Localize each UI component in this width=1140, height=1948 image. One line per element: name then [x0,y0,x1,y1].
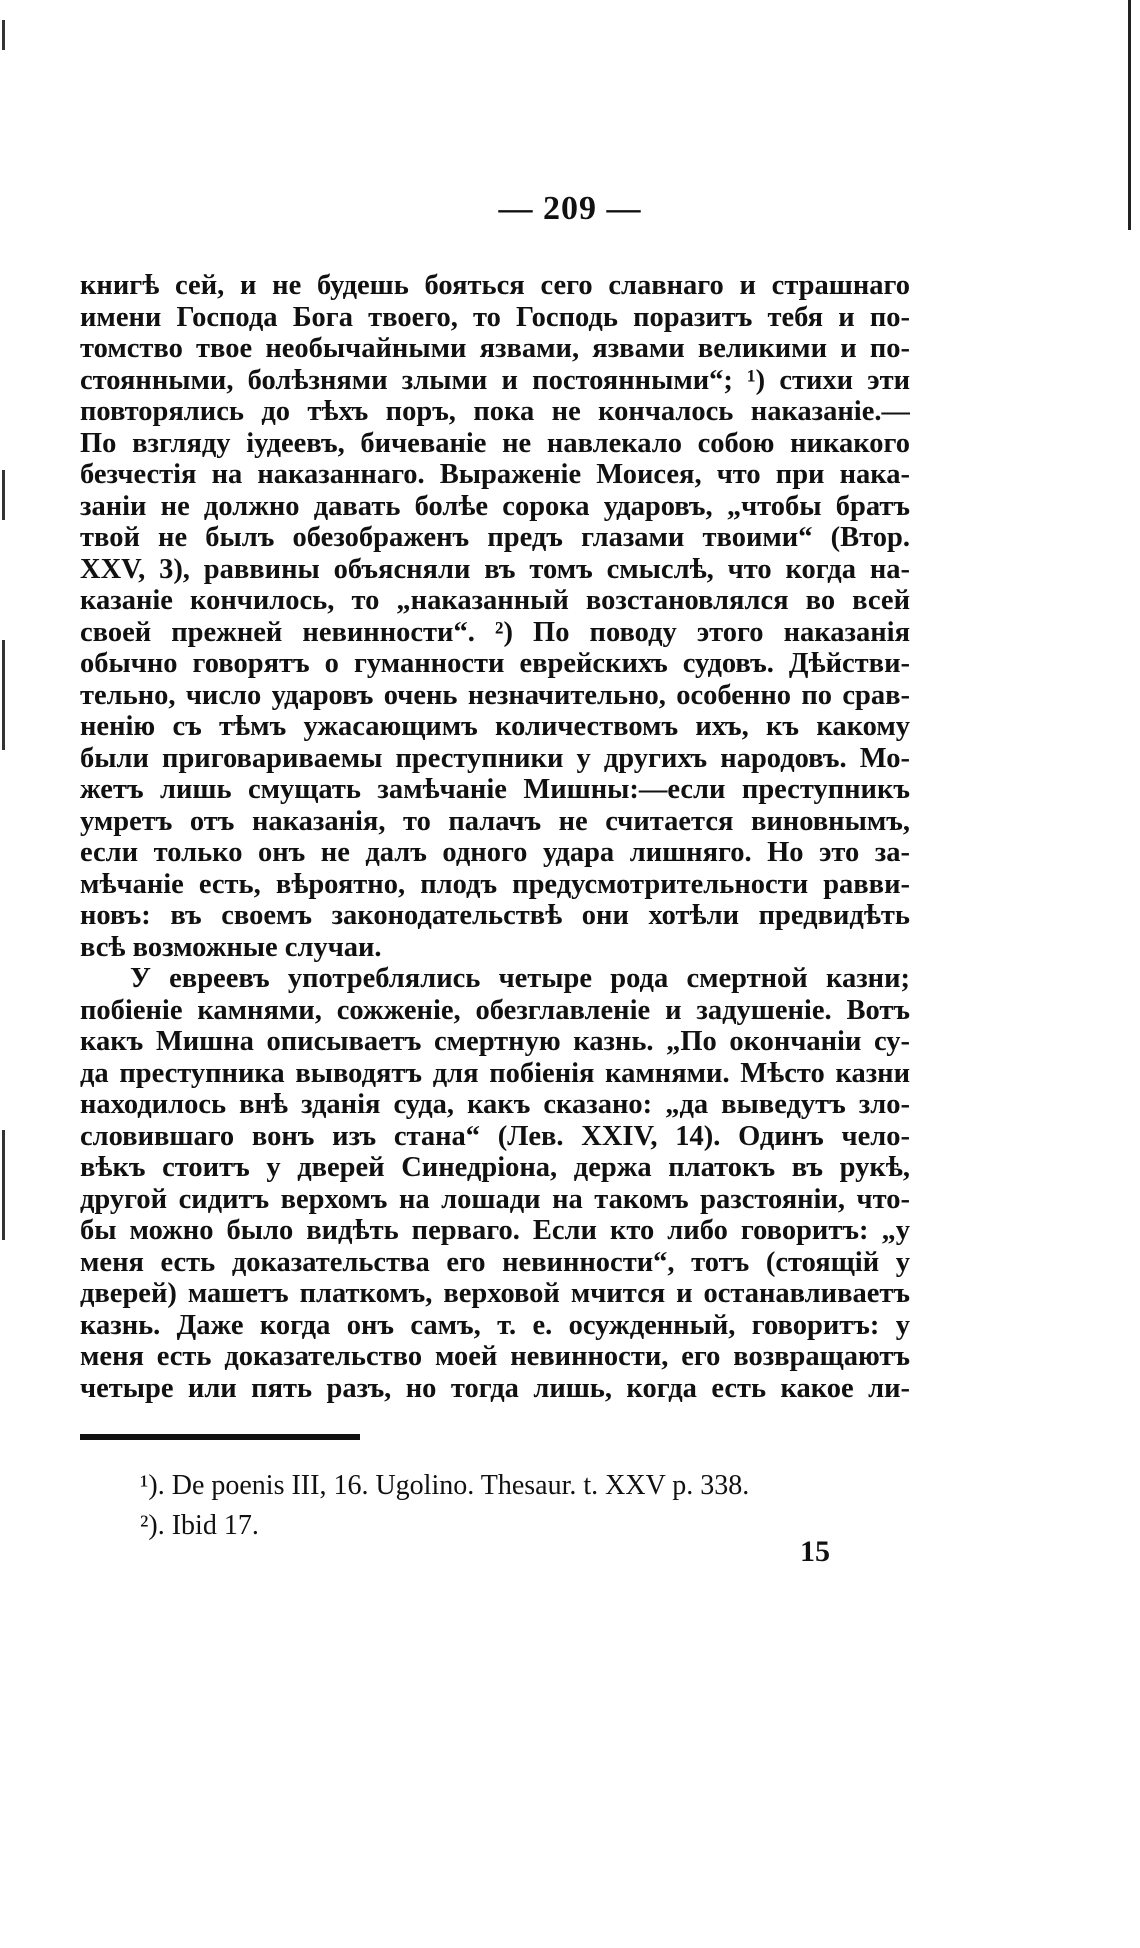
printer-signature-mark: 15 [800,1535,830,1568]
text-line: обычно говорятъ о гуманности еврейскихъ судовъ. Дѣйстви- [80,648,910,679]
text-line: XXV, 3), раввины объясняли въ томъ смыслѣ, что когда на- [80,553,910,585]
text-line: По взгляду іудеевъ, бичеваніе не навлекало собою никакого [80,427,910,459]
page-edge-mark [2,20,5,50]
text-line: твой не былъ обезображенъ предъ глазами твоими“ (Втор. [80,522,910,553]
text-line: У евреевъ употреблялись четыре рода смертной казни; [130,963,910,994]
text-line: всѣ возможные случаи. [80,931,382,963]
footnote: ²). Ibid 17. [140,1510,259,1541]
text-line: новъ: въ своемъ законодательствѣ они хотѣли предвидѣть [80,900,910,931]
text-line: книгѣ сей, и не будешь бояться сего славнаго и страшнаго [80,270,910,301]
text-line: томство твое необычайными язвами, язвами великими и по- [80,333,910,364]
body-text [80,270,910,1404]
text-line: своей прежней невинности“. ²) По поводу этого наказанія [80,616,910,648]
text-line: четыре или пять разъ, но тогда лишь, когда есть какое ли- [80,1372,910,1404]
text-line: заніи не должно давать болѣе сорока ударовъ, „чтобы братъ [80,490,910,522]
page-number: — 209 — [498,190,642,227]
page-edge-mark [2,1130,5,1240]
text-line: находилось внѣ зданія суда, какъ сказано: „да выведутъ зло- [80,1089,910,1120]
text-line: стоянными, болѣзнями злыми и постоянными“; ¹) стихи эти [80,364,910,396]
text-line: безчестія на наказаннаго. Выраженіе Моисея, что при нака- [80,459,910,490]
text-line: словившаго вонъ изъ стана“ (Лев. XXIV, 14). Одинъ чело- [80,1120,910,1152]
text-line: были приговариваемы преступники у другихъ народовъ. Мо- [80,742,910,774]
text-line: имени Господа Бога твоего, то Господь поразитъ тебя и по- [80,301,910,333]
text-line: мѣчаніе есть, вѣроятно, плодъ предусмотрительности равви- [80,868,910,900]
text-line: побіеніе камнями, сожженіе, обезглавленіе и задушеніе. Вотъ [80,994,910,1026]
text-line: казаніе кончилось, то „наказанный возстановлялся во всей [80,585,910,616]
text-line: какъ Мишна описываетъ смертную казнь. „По окончаніи су- [80,1026,910,1057]
text-line: тельно, число ударовъ очень незначительно, особенно по срав- [80,679,910,711]
text-line: вѣкъ стоитъ у дверей Синедріона, держа платокъ въ рукѣ, [80,1152,910,1183]
text-line: казнь. Даже когда онъ самъ, т. е. осужденный, говоритъ: у [80,1309,910,1341]
text-line: меня есть доказательство моей невинности, его возвращаютъ [80,1341,910,1372]
footnote: ¹). De poenis III, 16. Ugolino. Thesaur. t. XXV p. 338. [140,1470,750,1501]
footnotes [140,1466,900,1546]
footnote-divider [80,1434,360,1440]
text-line: дверей) машетъ платкомъ, верховой мчится и останавливаетъ [80,1278,910,1309]
page-edge-mark [2,470,5,520]
text-line: бы можно было видѣть перваго. Если кто либо говоритъ: „у [80,1215,910,1246]
text-line: если только онъ не далъ одного удара лишняго. Но это за- [80,837,910,868]
text-line: жетъ лишь смущать замѣчаніе Мишны:—если преступникъ [80,774,910,805]
text-line: повторялись до тѣхъ поръ, пока не кончалось наказаніе.— [80,396,910,427]
text-line: ненію съ тѣмъ ужасающимъ количествомъ ихъ, къ какому [80,711,910,742]
text-line: да преступника выводятъ для побіенія камнями. Мѣсто казни [80,1057,910,1089]
text-line: меня есть доказательства его невинности“, тотъ (стоящій у [80,1246,910,1278]
text-line: умретъ отъ наказанія, то палачъ не считается виновнымъ, [80,805,910,837]
page-edge-mark [2,640,5,750]
text-line: другой сидитъ верхомъ на лошади на такомъ разстояніи, что- [80,1183,910,1215]
